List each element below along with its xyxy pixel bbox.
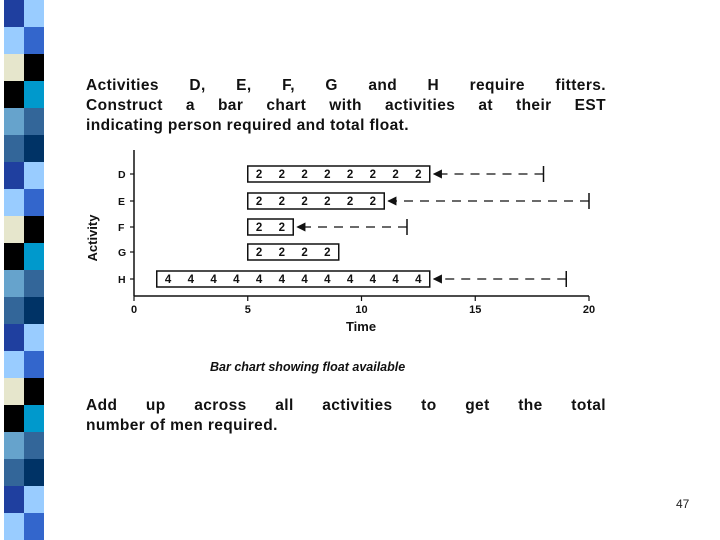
x-tick-label: 0	[130, 304, 138, 316]
persons-required-label: 2	[369, 196, 377, 208]
persons-required-label: 2	[278, 222, 286, 234]
persons-required-label: 4	[278, 274, 286, 286]
persons-required-label: 4	[392, 274, 399, 286]
persons-required-label: 4	[164, 274, 172, 286]
intro-line-2: Construct a bar chart with activities at their EST	[86, 97, 606, 114]
persons-required-label: 2	[369, 169, 377, 181]
x-tick-label: 15	[469, 304, 482, 316]
persons-required-label: 2	[346, 196, 354, 208]
persons-required-label: 4	[255, 274, 263, 286]
activity-label: H	[118, 274, 126, 286]
persons-required-label: 2	[255, 196, 263, 208]
outro-text	[86, 396, 606, 436]
y-axis-label: Activity	[85, 214, 100, 262]
persons-required-label: 2	[324, 247, 331, 259]
activity-bar	[248, 166, 430, 182]
persons-required-label: 4	[324, 274, 331, 286]
intro-line-1: Activities D, E, F, G and H require fitters.	[86, 77, 606, 94]
persons-required-label: 2	[415, 169, 422, 181]
persons-required-label: 4	[210, 274, 217, 286]
x-tick-label: 5	[244, 304, 251, 316]
page-number: 47	[676, 497, 690, 511]
persons-required-label: 2	[324, 196, 331, 208]
activity-bar	[248, 193, 385, 209]
persons-required-label: 2	[255, 247, 263, 259]
persons-required-label: 2	[392, 169, 399, 181]
persons-required-label: 2	[301, 169, 308, 181]
persons-required-label: 2	[301, 196, 308, 208]
persons-required-label: 4	[369, 274, 377, 286]
activity-label: F	[118, 222, 125, 234]
persons-required-label: 4	[187, 274, 195, 286]
persons-required-label: 2	[301, 247, 308, 259]
persons-required-label: 2	[346, 169, 354, 181]
activity-label: D	[118, 169, 126, 181]
activity-label: E	[118, 196, 126, 208]
persons-required-label: 2	[278, 169, 286, 181]
activity-bar	[248, 219, 294, 235]
persons-required-label: 4	[233, 274, 240, 286]
intro-line-3: indicating person required and total float.	[86, 117, 409, 134]
x-tick-label: 20	[582, 304, 596, 316]
persons-required-label: 2	[324, 169, 331, 181]
outro-line-2: number of men required.	[86, 417, 278, 434]
persons-required-label: 2	[278, 247, 286, 259]
chart-caption: Bar chart showing float available	[210, 360, 406, 374]
persons-required-label: 4	[346, 274, 354, 286]
persons-required-label: 2	[255, 169, 263, 181]
persons-required-label: 4	[415, 274, 422, 286]
persons-required-label: 4	[301, 274, 308, 286]
activity-label: G	[118, 247, 127, 259]
persons-required-label: 2	[278, 196, 286, 208]
persons-required-label: 2	[255, 222, 263, 234]
outro-line-1: Add up across all activities to get the total	[86, 397, 606, 414]
x-tick-label: 10	[355, 304, 368, 316]
activity-bar	[157, 271, 430, 287]
x-axis-label: Time	[345, 319, 377, 334]
